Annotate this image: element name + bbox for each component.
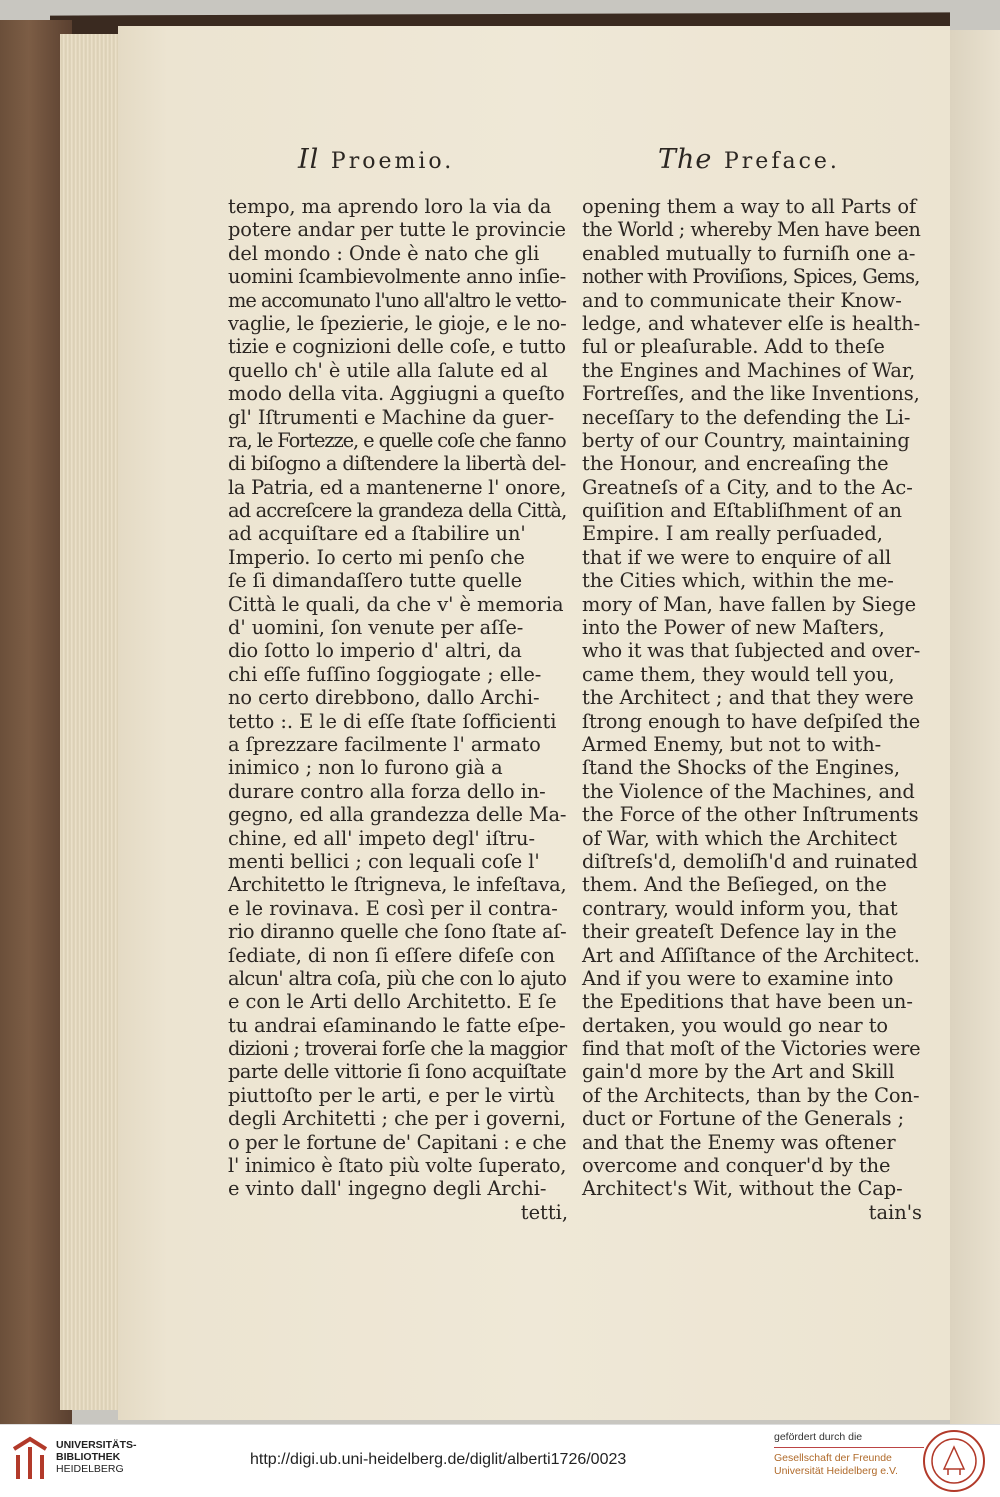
catchword: tetti, <box>520 1200 568 1224</box>
text-line: di biſogno a diſtendere la libertà del- <box>228 452 566 476</box>
text-line: e le rovinava. E così per il contra- <box>228 896 558 920</box>
text-line: ſtrong enough to have deſpiſed the <box>582 709 921 733</box>
text-line: gegno, ed alla grandezza delle Ma- <box>228 803 567 827</box>
sponsor-label: gefördert durch die <box>774 1431 863 1443</box>
text-line: that if we were to enquire of all <box>582 545 892 569</box>
sponsor-name <box>774 1452 898 1478</box>
text-line: the Violence of the Machines, and <box>582 779 915 803</box>
text-line: d' uomini, ſon venute per aſſe- <box>228 616 524 640</box>
text-line: ra, le Fortezze, e quelle coſe che fanno <box>228 428 566 452</box>
text-line: find that moſt of the Victories were <box>582 1037 921 1061</box>
text-line: tizie e cognizioni delle coſe, e tutto <box>228 335 566 359</box>
right-heading-italic: The <box>658 144 713 175</box>
text-line: Art and Aſſiſtance of the Architect. <box>582 943 920 967</box>
text-line: the World ; whereby Men have been <box>582 218 921 242</box>
text-line: no certo direbbono, dallo Archi- <box>228 686 540 710</box>
text-line: the Engines and Machines of War, <box>582 358 916 382</box>
text-line: menti bellici ; con lequali coſe l' <box>228 849 540 873</box>
text-line: Architetto le ſtrigneva, le infeſtava, <box>228 873 567 897</box>
text-line: ſediate, di non ſi eſſere difeſe con <box>228 943 555 967</box>
permalink-url[interactable]: http://digi.ub.uni-heidelberg.de/diglit/alberti1726/0023 <box>250 1451 627 1468</box>
text-line: chine, ed all' impeto degl' iſtru- <box>228 826 535 850</box>
text-line: berty of our Country, maintaining <box>582 428 910 452</box>
text-line: came them, they would tell you, <box>582 662 895 686</box>
university-library-logo-icon <box>10 1435 50 1483</box>
library-name-line: BIBLIOTHEK <box>56 1451 121 1463</box>
text-line: Città le quali, da che v' è memoria <box>228 592 564 616</box>
text-line: of War, with which the Architect <box>582 826 897 850</box>
text-line: quello ch' è utile alla ſalute ed al <box>228 358 548 382</box>
text-line: into the Power of new Maſters, <box>582 616 885 640</box>
text-line: them. And the Beſieged, on the <box>582 873 887 897</box>
text-line: ad acquiſtare ed a ſtabilire un' <box>228 522 526 546</box>
text-line: gl' Iſtrumenti e Machine da guer- <box>228 405 555 429</box>
text-line: gain'd more by the Art and Skill <box>582 1060 895 1084</box>
english-text-column <box>582 195 922 1224</box>
text-line: opening them a way to all Parts of <box>582 195 917 218</box>
university-seal-icon <box>922 1429 986 1493</box>
text-line: Fortreſſes, and the like Inventions, <box>582 382 920 406</box>
text-line: Empire. I am really perſuaded, <box>582 522 883 546</box>
left-heading <box>298 144 454 175</box>
text-line: tempo, ma aprendo loro la via da <box>228 195 552 218</box>
text-line: enabled mutually to furniſh one a- <box>582 241 916 265</box>
sponsor-name-line: Universität Heidelberg e.V. <box>774 1465 898 1477</box>
library-name-line: UNIVERSITÄTS- <box>56 1439 137 1451</box>
facing-page-edge <box>950 30 1000 1424</box>
text-line: overcome and conquer'd by the <box>582 1154 891 1178</box>
text-line: tu andrai eſaminando le fatte eſpe- <box>228 1013 566 1037</box>
text-line: contrary, would inform you, that <box>582 896 898 920</box>
text-line: e vinto dall' ingegno degli Archi- <box>228 1177 547 1201</box>
sponsor-divider <box>774 1447 924 1448</box>
text-line: inimico ; non lo furono già a <box>228 756 503 780</box>
text-line: potere andar per tutte le provincie <box>228 218 566 242</box>
text-line: neceſſary to the defending the Li- <box>582 405 911 429</box>
library-name <box>56 1439 137 1475</box>
text-line: alcun' altra coſa, più che con lo ajuto <box>228 966 567 990</box>
text-line: degli Architetti ; che per i governi, <box>228 1107 566 1131</box>
text-line: diſtreſs'd, demoliſh'd and ruinated <box>582 849 918 873</box>
text-line: quiſition and Eſtabliſhment of an <box>582 499 902 523</box>
viewer-footer <box>0 1424 1000 1497</box>
text-line: the Force of the other Inſtruments <box>582 803 919 827</box>
text-line: mory of Man, have fallen by Siege <box>582 592 916 616</box>
text-line: dio ſotto lo imperio d' altri, da <box>228 639 522 663</box>
text-line: vaglie, le ſpezierie, le gioje, e le no- <box>228 311 567 335</box>
text-line: Architect's Wit, without the Cap- <box>582 1177 903 1201</box>
text-line: ſe ſi dimandaſſero tutte quelle <box>228 569 523 593</box>
text-line: del mondo : Onde è nato che gli <box>228 241 540 265</box>
text-line: the Honour, and encreaſing the <box>582 452 889 476</box>
text-line: ad accreſcere la grandeza della Città, <box>228 499 567 523</box>
text-line: nother with Proviſions, Spices, Gems, <box>582 265 920 289</box>
text-line: modo della vita. Aggiugni a queſto <box>228 382 565 406</box>
text-line: and to communicate their Know- <box>582 288 902 312</box>
text-line: uomini ſcambievolmente anno inſie- <box>228 265 566 289</box>
text-line: ledge, and whatever elſe is health- <box>582 311 921 335</box>
text-line: their greateſt Defence lay in the <box>582 920 897 944</box>
text-line: Greatneſs of a City, and to the Ac- <box>582 475 913 499</box>
text-line: of the Architects, than by the Con- <box>582 1083 920 1107</box>
italian-text-column <box>228 195 568 1224</box>
text-line: la Patria, ed a mantenerne l' onore, <box>228 475 567 499</box>
text-line: duct or Fortune of the Generals ; <box>582 1107 905 1131</box>
left-heading-caps: Proemio. <box>330 149 455 174</box>
text-line: Armed Enemy, but not to with- <box>582 732 882 756</box>
text-line: the Epeditions that have been un- <box>582 990 913 1014</box>
text-line: Imperio. Io certo mi penſo che <box>228 545 525 569</box>
right-heading-caps: Preface. <box>723 149 840 174</box>
text-line: the Cities which, within the me- <box>582 569 894 593</box>
text-line: durare contro alla forza dello in- <box>228 779 546 803</box>
text-line: parte delle vittorie ſi ſono acquiſtate <box>228 1060 567 1084</box>
text-line: l' inimico è ſtato più volte ſuperato, <box>228 1154 567 1178</box>
text-line: rio diranno quelle che ſono ſtate aſ- <box>228 920 567 944</box>
right-heading <box>658 144 840 175</box>
left-heading-italic: Il <box>298 144 320 175</box>
sponsor-name-line: Gesellschaft der Freunde <box>774 1452 892 1464</box>
text-line: piuttoſto per le arti, e per le virtù <box>228 1083 555 1107</box>
text-line: the Architect ; and that they were <box>582 686 914 710</box>
text-line: who it was that ſubjected and over- <box>582 639 920 663</box>
text-line: dertaken, you would go near to <box>582 1013 889 1037</box>
text-line: e con le Arti dello Architetto. E ſe <box>228 990 557 1014</box>
text-line: And if you were to examine into <box>582 966 894 990</box>
text-line: chi eſſe fuſſino ſoggiogate ; elle- <box>228 662 542 686</box>
text-line: a ſprezzare facilmente l' armato <box>228 732 541 756</box>
text-line: ful or pleaſurable. Add to theſe <box>582 335 885 359</box>
text-line: and that the Enemy was oftener <box>582 1130 896 1154</box>
text-line: ſtand the Shocks of the Engines, <box>582 756 900 780</box>
text-line: dizioni ; troverai forſe che la maggior <box>228 1037 567 1061</box>
text-line: o per le fortune de' Capitani : e che <box>228 1130 567 1154</box>
library-name-line: HEIDELBERG <box>56 1463 124 1475</box>
text-line: me accomunato l'uno all'altro le vetto- <box>228 288 566 312</box>
catchword: tain's <box>868 1200 922 1224</box>
page-edges <box>60 34 124 1410</box>
text-line: tetto :. E le di eſſe ſtate ſofficienti <box>228 709 557 733</box>
